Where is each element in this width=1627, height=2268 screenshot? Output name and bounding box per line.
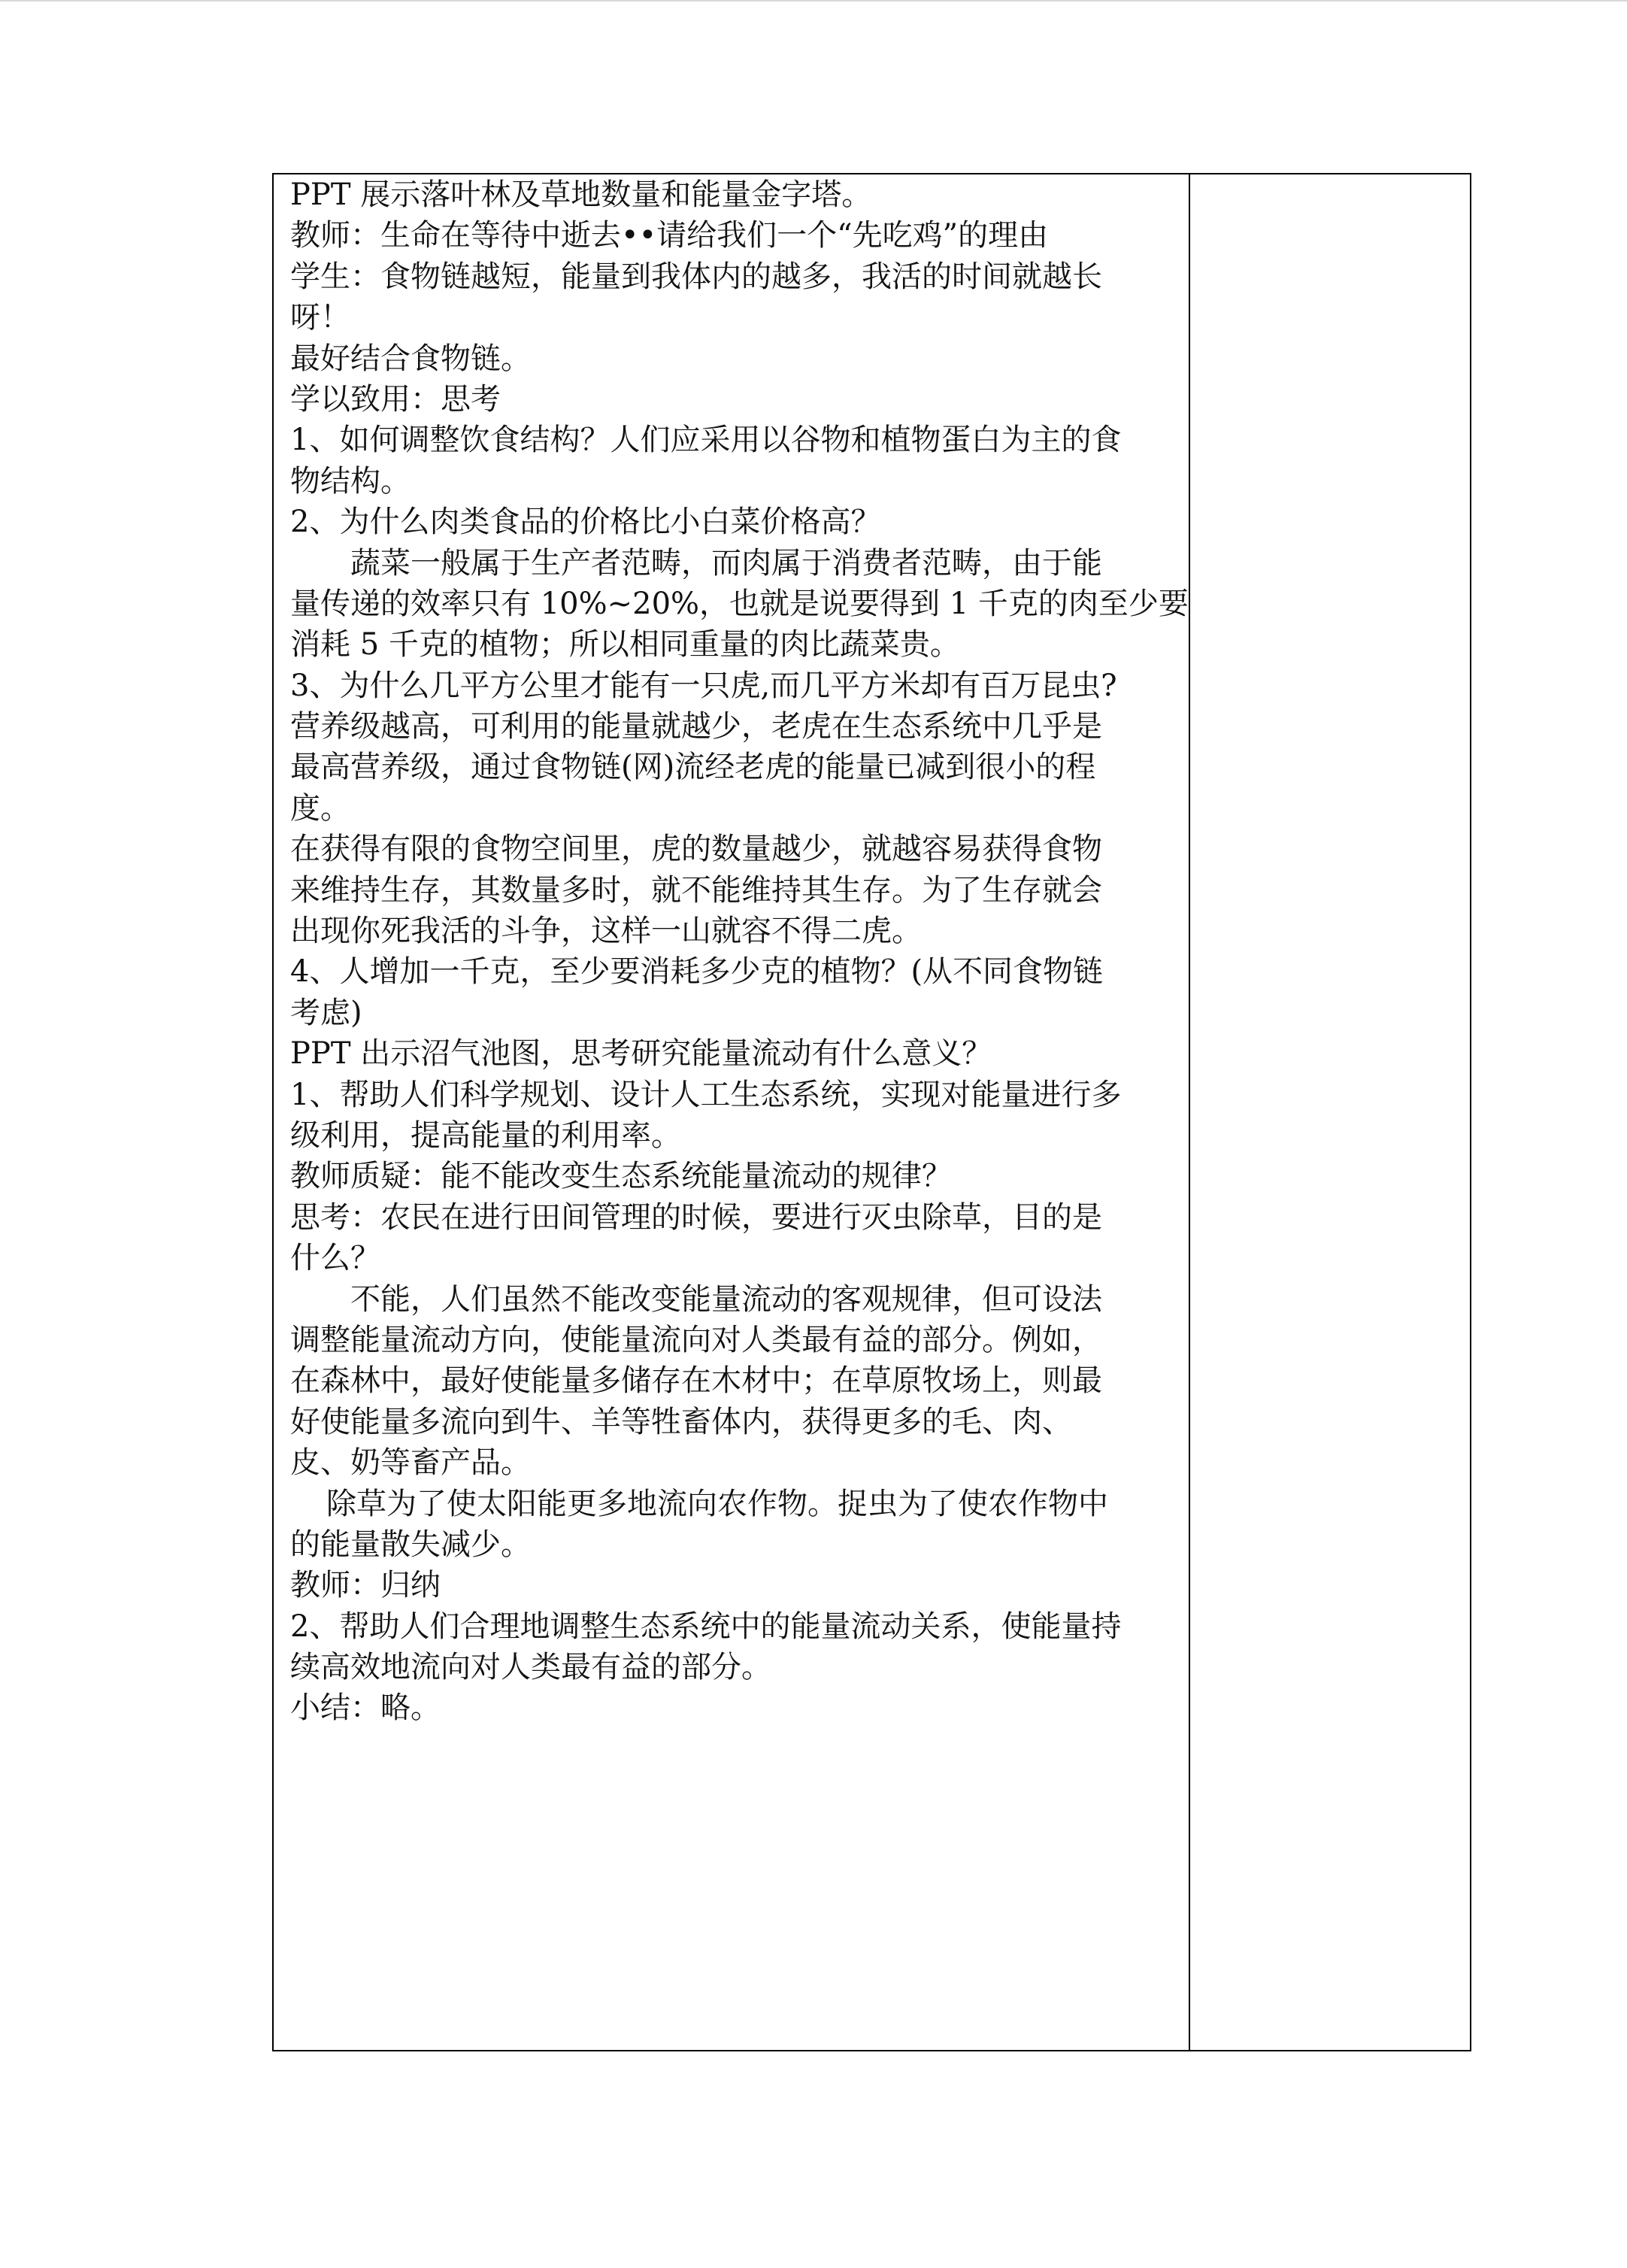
text-line: 教师：生命在等待中逝去••请给我们一个“先吃鸡”的理由 xyxy=(290,218,1049,253)
text-line: 蔬菜一般属于生产者范畴，而肉属于消费者范畴，由于能 xyxy=(350,545,1102,581)
text-line: 2、帮助人们合理地调整生态系统中的能量流动关系，使能量持 xyxy=(290,1609,1122,1644)
text-line: 学生：食物链越短，能量到我体内的越多，我活的时间就越长 xyxy=(290,259,1102,294)
text-line: 教师：归纳 xyxy=(290,1568,441,1603)
text-line: 什么？ xyxy=(290,1241,380,1276)
text-line: 除草为了使太阳能更多地流向农作物。捉虫为了使农作物中 xyxy=(326,1486,1108,1521)
text-line: 来维持生存，其数量多时，就不能维持其生存。为了生存就会 xyxy=(290,872,1102,908)
text-line: 好使能量多流向到牛、羊等牲畜体内，获得更多的毛、肉、 xyxy=(290,1404,1072,1439)
text-line: 最好结合食物链。 xyxy=(290,341,531,376)
text-line: PPT 展示落叶林及草地数量和能量金字塔。 xyxy=(290,177,872,212)
lesson-plan-table xyxy=(272,173,1471,2051)
text-line: 营养级越高，可利用的能量就越少，老虎在生态系统中几乎是 xyxy=(290,709,1102,744)
text-line: 呀！ xyxy=(290,300,350,335)
text-line: 1、如何调整饮食结构？人们应采用以谷物和植物蛋白为主的食 xyxy=(290,423,1122,458)
page-top-border xyxy=(0,0,1627,2)
text-line: 出现你死我活的斗争，这样一山就容不得二虎。 xyxy=(290,914,922,949)
text-line: 续高效地流向对人类最有益的部分。 xyxy=(290,1650,771,1685)
text-line: 消耗 5 千克的植物；所以相同重量的肉比蔬菜贵。 xyxy=(290,627,960,663)
text-line: 皮、奶等畜产品。 xyxy=(290,1445,531,1481)
text-line: 2、为什么肉类食品的价格比小白菜价格高？ xyxy=(290,505,881,540)
text-line: 小结：略。 xyxy=(290,1690,441,1726)
text-line: 1、帮助人们科学规划、设计人工生态系统，实现对能量进行多 xyxy=(290,1077,1122,1112)
text-line: 在获得有限的食物空间里，虎的数量越少，就越容易获得食物 xyxy=(290,832,1102,867)
text-line: 的能量散失减少。 xyxy=(290,1527,531,1562)
text-line: PPT 出示沼气池图，思考研究能量流动有什么意义？ xyxy=(290,1036,992,1072)
text-line: 量传递的效率只有 10%~20%，也就是说要得到 1 千克的肉至少要 xyxy=(290,586,1189,621)
notes-cell xyxy=(1190,174,1470,2050)
text-line: 在森林中，最好使能量多储存在木材中；在草原牧场上，则最 xyxy=(290,1363,1102,1399)
text-line: 考虑) xyxy=(290,995,362,1030)
lesson-content-cell xyxy=(290,174,1189,1729)
text-line: 调整能量流动方向，使能量流向对人类最有益的部分。例如， xyxy=(290,1322,1102,1357)
text-line: 最高营养级，通过食物链(网)流经老虎的能量已减到很小的程 xyxy=(290,750,1096,785)
text-line: 度。 xyxy=(290,790,350,826)
text-line: 3、为什么几平方公里才能有一只虎,而几平方米却有百万昆虫? xyxy=(290,668,1117,703)
text-line: 4、人增加一千克，至少要消耗多少克的植物？(从不同食物链 xyxy=(290,954,1104,990)
text-line: 不能，人们虽然不能改变能量流动的客观规律，但可设法 xyxy=(350,1281,1102,1317)
text-line: 教师质疑：能不能改变生态系统能量流动的规律？ xyxy=(290,1159,952,1194)
text-line: 思考：农民在进行田间管理的时候，要进行灭虫除草，目的是 xyxy=(290,1199,1102,1235)
text-line: 物结构。 xyxy=(290,463,411,499)
text-line: 级利用，提高能量的利用率。 xyxy=(290,1117,681,1153)
text-line: 学以致用：思考 xyxy=(290,381,501,417)
